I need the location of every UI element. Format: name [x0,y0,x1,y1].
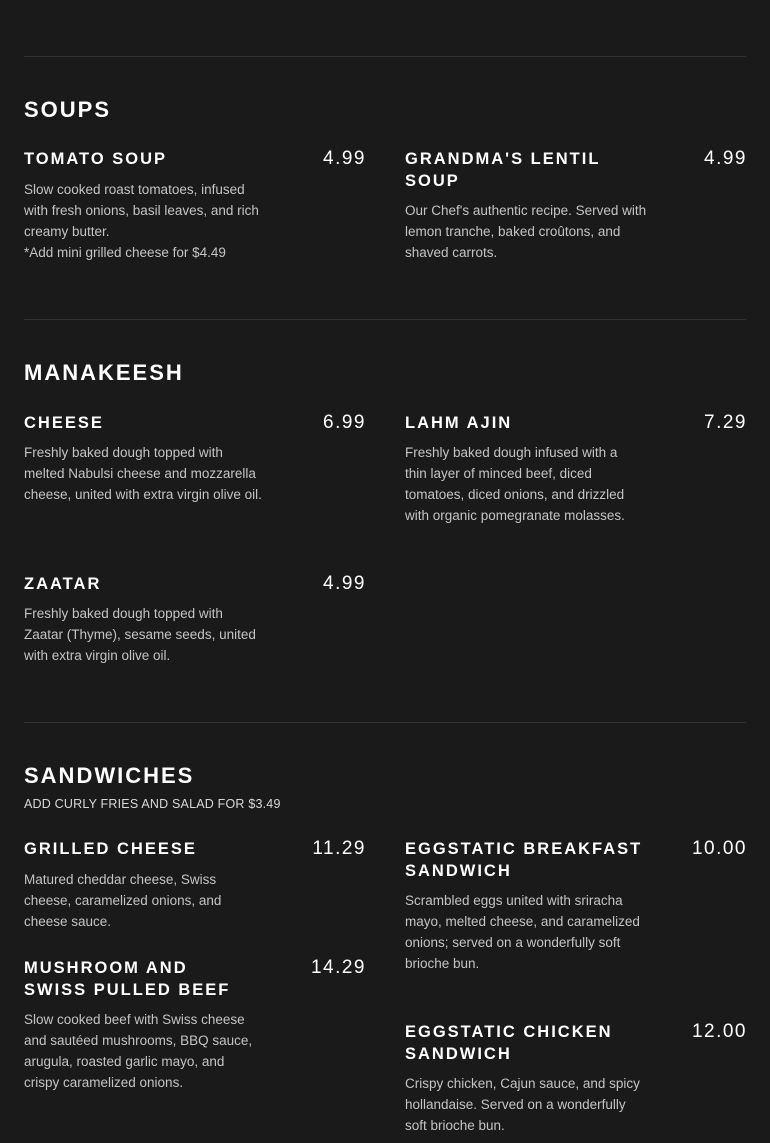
section-title-sandwiches: SANDWICHES [24,763,195,788]
item-description: Slow cooked beef with Swiss cheese and sautéed mushrooms, BBQ sauce, arugula, roasted garlic mayo, and crispy caramelized onions. [24,1012,253,1090]
item-price: 4.99 [704,148,747,169]
item-price: 4.99 [323,573,366,594]
item-description: Freshly baked dough infused with a thin layer of minced beef, diced tomatoes, diced onions, and drizzled with organic pomegranate molasses. [405,445,625,523]
item-name: CHEESE [24,414,104,432]
item-name: EGGSTATIC CHICKEN SANDWICH [405,1023,613,1063]
item-description: Our Chef's authentic recipe. Served with lemon tranche, baked croûtons, and shaved carrots. [405,203,647,260]
item-price: 11.29 [312,838,366,859]
item-name: ZAATAR [24,575,102,593]
item-name: EGGSTATIC BREAKFAST SANDWICH [405,840,643,880]
section-divider [24,319,746,320]
item-name: TOMATO SOUP [24,150,168,168]
item-description: Crispy chicken, Cajun sauce, and spicy hollandaise. Served on a wonderfully soft brioche bun. [405,1076,640,1133]
item-price: 4.99 [323,148,366,169]
item-price: 12.00 [691,1021,747,1042]
section-title-manakeesh: MANAKEESH [24,360,184,385]
item-price: 6.99 [323,412,366,433]
item-description [24,179,266,263]
item-description: Scrambled eggs united with sriracha mayo, melted cheese, and caramelized onions; served on a wonderfully soft brioche bun. [405,893,640,971]
item-price: 7.29 [704,412,747,433]
section-divider [24,722,746,723]
item-description: Freshly baked dough topped with melted Nabulsi cheese and mozzarella cheese, united with extra virgin olive oil. [24,445,262,502]
section-note: ADD CURLY FRIES AND SALAD FOR $3.49 [24,797,281,811]
item-name: MUSHROOM AND SWISS PULLED BEEF [24,959,231,999]
section-divider [24,56,746,57]
item-name: GRANDMA'S LENTIL SOUP [405,150,601,190]
item-name: GRILLED CHEESE [24,840,197,858]
item-description: Matured cheddar cheese, Swiss cheese, caramelized onions, and cheese sauce. [24,872,222,929]
section-title-soups: SOUPS [24,97,112,122]
item-price: 10.00 [691,838,747,859]
item-description: Freshly baked dough topped with Zaatar (Thyme), sesame seeds, united with extra virgin olive oil. [24,606,256,663]
item-note: *Add mini grilled cheese for $4.49 [24,245,226,260]
item-price: 14.29 [310,957,366,978]
item-description-text: Slow cooked roast tomatoes, infused with fresh onions, basil leaves, and rich creamy butter. [24,182,259,239]
item-name: LAHM AJIN [405,414,513,432]
